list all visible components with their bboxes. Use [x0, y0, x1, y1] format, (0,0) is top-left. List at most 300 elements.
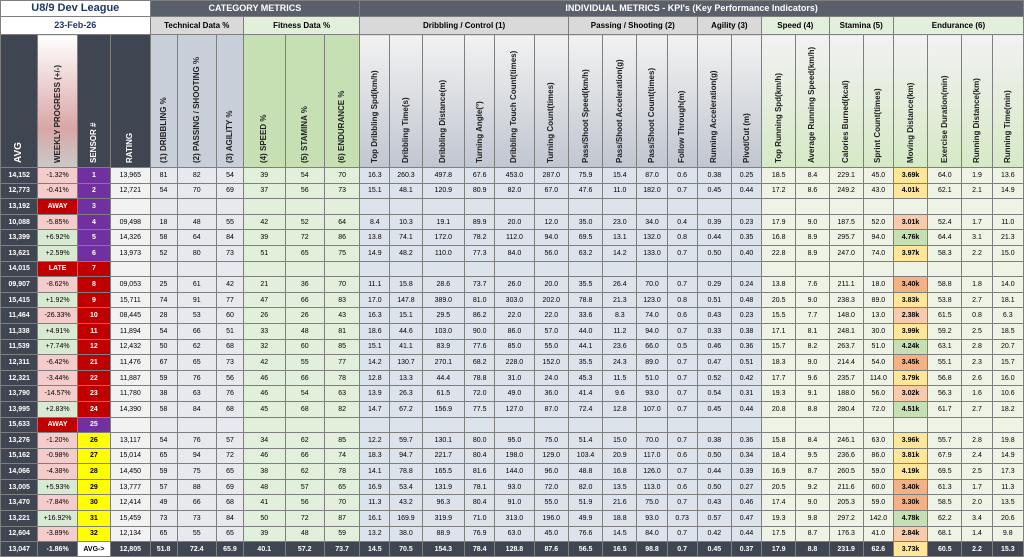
- table-cell: 48.1: [390, 183, 422, 199]
- table-cell: 15.1: [360, 183, 390, 199]
- table-cell: 11.3: [992, 479, 1023, 495]
- table-cell: 15,459: [111, 511, 151, 527]
- table-cell: 0.46: [697, 339, 731, 355]
- table-cell: 0.7: [667, 277, 697, 293]
- table-cell: 48.2: [390, 245, 422, 261]
- table-cell: 54: [150, 433, 177, 449]
- table-cell: 96.3: [422, 495, 465, 511]
- table-cell: 47.6: [568, 183, 602, 199]
- average-cell: 17.9: [762, 542, 796, 557]
- table-cell: 11.1: [360, 277, 390, 293]
- table-cell: 46: [243, 370, 285, 386]
- column-header-label: Average Running Speed(km/h): [807, 46, 817, 163]
- table-cell: 25: [150, 277, 177, 293]
- table-cell: 0.50: [697, 245, 731, 261]
- table-cell: 19.3: [762, 511, 796, 527]
- weekly-progress-cell: AWAY: [38, 417, 77, 433]
- table-cell: 313.0: [495, 511, 534, 527]
- category-metrics-header: CATEGORY METRICS: [150, 1, 360, 17]
- table-cell: 18.8: [603, 511, 637, 527]
- table-cell: 53.8: [928, 292, 962, 308]
- table-cell: 53.4: [390, 479, 422, 495]
- table-cell: 9.8: [796, 511, 829, 527]
- group-stamina: Stamina (5): [829, 17, 893, 35]
- table-cell: 28: [150, 308, 177, 324]
- table-cell: [534, 417, 568, 433]
- table-cell: [177, 261, 216, 277]
- table-cell: 205.3: [829, 495, 863, 511]
- table-cell: 2.0: [962, 495, 992, 511]
- average-cell: 62.6: [863, 542, 893, 557]
- table-cell: [465, 417, 495, 433]
- column-header-k2: [390, 35, 422, 168]
- table-cell: 55: [177, 526, 216, 542]
- table-cell: 112.0: [495, 230, 534, 246]
- column-header-label: Pass/Shoot Speed(km/h): [580, 69, 590, 163]
- table-cell: 13,995: [1, 401, 38, 417]
- table-cell: [568, 261, 602, 277]
- table-row: [1, 464, 1024, 480]
- table-cell: 63: [177, 386, 216, 402]
- sensor-cell: 6: [77, 245, 110, 261]
- table-cell: [697, 417, 731, 433]
- table-cell: 68.1: [928, 526, 962, 542]
- table-cell: 66: [177, 495, 216, 511]
- table-cell: 78.1: [465, 479, 495, 495]
- table-cell: 0.47: [731, 511, 761, 527]
- table-cell: 6.3: [992, 308, 1023, 324]
- table-cell: [150, 261, 177, 277]
- table-cell: [962, 417, 992, 433]
- table-cell: 69.5: [928, 464, 962, 480]
- table-cell: 23.0: [603, 214, 637, 230]
- table-cell: 09,053: [111, 277, 151, 293]
- column-header-c4: [243, 35, 285, 168]
- table-cell: 49.0: [495, 386, 534, 402]
- table-cell: 09,907: [1, 277, 38, 293]
- table-cell: 80.9: [465, 183, 495, 199]
- table-cell: 21.6: [603, 495, 637, 511]
- weekly-progress-cell: LATE: [38, 261, 77, 277]
- table-cell: 8.7: [796, 464, 829, 480]
- table-cell: 73: [216, 245, 243, 261]
- table-cell: 56.3: [928, 386, 962, 402]
- table-cell: 113.0: [637, 479, 667, 495]
- table-cell: 2.84k: [893, 526, 927, 542]
- table-cell: 13,192: [1, 199, 38, 215]
- table-cell: 0.7: [667, 433, 697, 449]
- table-cell: 12.2: [360, 433, 390, 449]
- table-cell: 20.6: [992, 511, 1023, 527]
- column-header-label: Moving Distance(km): [905, 82, 915, 163]
- table-cell: 2.1: [962, 183, 992, 199]
- table-cell: 75: [177, 464, 216, 480]
- table-cell: 64: [324, 214, 359, 230]
- table-cell: 3.97k: [893, 245, 927, 261]
- group-dribbling: Dribbling / Control (1): [360, 17, 569, 35]
- table-cell: 14.1: [360, 464, 390, 480]
- average-cell: 15.3: [992, 542, 1023, 557]
- table-cell: 10.3: [390, 214, 422, 230]
- table-cell: 81.6: [465, 464, 495, 480]
- table-cell: 82: [324, 401, 359, 417]
- table-cell: [992, 261, 1023, 277]
- table-row: [1, 308, 1024, 324]
- table-cell: 84.0: [637, 526, 667, 542]
- table-cell: 61.5: [422, 386, 465, 402]
- sensor-cell: 24: [77, 401, 110, 417]
- table-cell: 0.51: [731, 355, 761, 371]
- table-cell: 9.0: [796, 495, 829, 511]
- table-cell: 14,066: [1, 464, 38, 480]
- table-cell: 4.24k: [893, 339, 927, 355]
- table-cell: 15.1: [390, 308, 422, 324]
- table-cell: 12.8: [360, 370, 390, 386]
- table-cell: 44.0: [568, 323, 602, 339]
- table-cell: 202.0: [534, 292, 568, 308]
- table-cell: 78.8: [568, 292, 602, 308]
- table-cell: 0.39: [697, 214, 731, 230]
- table-cell: 22.0: [495, 308, 534, 324]
- table-cell: 13,276: [1, 433, 38, 449]
- table-cell: 11,780: [111, 386, 151, 402]
- table-cell: [762, 417, 796, 433]
- column-header-label: (5) STAMINA %: [299, 106, 309, 163]
- table-cell: 54: [150, 323, 177, 339]
- table-cell: 14.9: [992, 448, 1023, 464]
- table-cell: 7.7: [796, 308, 829, 324]
- column-header-rating: [111, 35, 151, 168]
- table-cell: 131.9: [422, 479, 465, 495]
- table-cell: 142.0: [863, 511, 893, 527]
- sensor-cell: 26: [77, 433, 110, 449]
- table-cell: 176.3: [829, 526, 863, 542]
- report-date: [1, 17, 151, 35]
- table-row: [1, 292, 1024, 308]
- table-cell: 9.8: [992, 526, 1023, 542]
- table-cell: 45.3: [568, 370, 602, 386]
- table-cell: 14.2: [603, 245, 637, 261]
- table-row: [1, 526, 1024, 542]
- table-cell: 303.0: [495, 292, 534, 308]
- table-cell: 182.0: [637, 183, 667, 199]
- column-header-k16: [863, 35, 893, 168]
- table-cell: 48: [243, 479, 285, 495]
- average-cell: 87.6: [534, 542, 568, 557]
- table-cell: 14.5: [603, 526, 637, 542]
- table-row: [1, 355, 1024, 371]
- table-cell: 20.0: [495, 214, 534, 230]
- group-speed: Speed (4): [762, 17, 829, 35]
- table-cell: 110.0: [422, 245, 465, 261]
- table-cell: 22.8: [762, 245, 796, 261]
- table-cell: 76.6: [568, 526, 602, 542]
- table-cell: 280.4: [829, 401, 863, 417]
- table-cell: 10,088: [1, 214, 38, 230]
- column-header-c2: [177, 35, 216, 168]
- table-cell: 91: [177, 292, 216, 308]
- table-cell: 17.9: [762, 214, 796, 230]
- table-cell: 20.7: [992, 339, 1023, 355]
- table-cell: 23.6: [603, 339, 637, 355]
- table-cell: 15.0: [992, 245, 1023, 261]
- table-cell: 8.1: [796, 323, 829, 339]
- table-cell: [667, 261, 697, 277]
- table-cell: 72.0: [465, 386, 495, 402]
- table-cell: 72.0: [863, 401, 893, 417]
- table-cell: [697, 199, 731, 215]
- table-cell: 13.9: [360, 386, 390, 402]
- table-cell: 214.4: [829, 355, 863, 371]
- table-cell: [324, 417, 359, 433]
- table-cell: 60: [216, 308, 243, 324]
- average-cell: 65.9: [216, 542, 243, 557]
- table-cell: 62: [285, 433, 324, 449]
- weekly-progress-cell: +6.92%: [38, 230, 77, 246]
- table-cell: 17.2: [762, 183, 796, 199]
- table-cell: 58: [150, 230, 177, 246]
- weekly-progress-cell: AWAY: [38, 199, 77, 215]
- table-cell: 0.29: [697, 277, 731, 293]
- table-cell: 12,321: [1, 370, 38, 386]
- table-cell: 83: [324, 292, 359, 308]
- table-cell: 11.5: [603, 370, 637, 386]
- table-cell: 42: [216, 277, 243, 293]
- table-cell: 2.4: [962, 448, 992, 464]
- table-cell: 26.0: [495, 277, 534, 293]
- sensor-cell: 23: [77, 386, 110, 402]
- table-cell: 156.9: [422, 401, 465, 417]
- table-cell: 16.9: [762, 464, 796, 480]
- table-cell: 57: [150, 479, 177, 495]
- table-cell: 2.38k: [893, 308, 927, 324]
- column-header-k15: [829, 35, 863, 168]
- table-cell: [390, 417, 422, 433]
- table-cell: 0.43: [697, 495, 731, 511]
- table-cell: 21.3: [992, 230, 1023, 246]
- table-cell: 4.51k: [893, 401, 927, 417]
- table-cell: 39: [243, 168, 285, 184]
- table-cell: 42: [243, 214, 285, 230]
- table-cell: 1.4: [962, 526, 992, 542]
- table-cell: 3.40k: [893, 277, 927, 293]
- table-cell: 14,326: [111, 230, 151, 246]
- table-cell: [667, 417, 697, 433]
- average-cell: 154.3: [422, 542, 465, 557]
- table-cell: 33.6: [568, 308, 602, 324]
- table-cell: 129.0: [534, 448, 568, 464]
- table-cell: 70: [324, 277, 359, 293]
- table-cell: [422, 261, 465, 277]
- table-row: [1, 448, 1024, 464]
- table-cell: 45: [243, 401, 285, 417]
- sensor-cell: 7: [77, 261, 110, 277]
- sensor-cell: 25: [77, 417, 110, 433]
- table-cell: [893, 199, 927, 215]
- table-cell: 72.4: [568, 401, 602, 417]
- table-cell: 56.0: [863, 386, 893, 402]
- table-cell: 70.0: [637, 277, 667, 293]
- table-cell: 13,621: [1, 245, 38, 261]
- table-cell: 3.96k: [893, 433, 927, 449]
- table-cell: 29.5: [422, 308, 465, 324]
- table-cell: 69: [216, 479, 243, 495]
- table-cell: 238.3: [829, 292, 863, 308]
- table-cell: 65: [216, 464, 243, 480]
- table-cell: 77.3: [465, 245, 495, 261]
- table-cell: 78.8: [390, 464, 422, 480]
- table-cell: 78: [324, 464, 359, 480]
- table-cell: 62.1: [928, 183, 962, 199]
- table-cell: 0.45: [697, 183, 731, 199]
- table-cell: 73: [150, 511, 177, 527]
- table-cell: 84.0: [495, 245, 534, 261]
- table-cell: 38: [150, 386, 177, 402]
- table-cell: 8.8: [796, 401, 829, 417]
- table-cell: 1.9: [962, 168, 992, 184]
- table-cell: 0.25: [731, 168, 761, 184]
- table-cell: [111, 199, 151, 215]
- table-cell: 0.24: [731, 277, 761, 293]
- table-row: [1, 417, 1024, 433]
- table-row: [1, 261, 1024, 277]
- table-cell: 0.44: [697, 230, 731, 246]
- table-cell: 165.5: [422, 464, 465, 480]
- column-header-label: (3) AGILITY %: [224, 110, 234, 163]
- table-cell: 11,464: [1, 308, 38, 324]
- table-cell: 7.6: [796, 277, 829, 293]
- table-cell: 87: [324, 511, 359, 527]
- table-cell: 8.9: [796, 230, 829, 246]
- table-cell: 64: [177, 230, 216, 246]
- table-cell: 3.45k: [893, 355, 927, 371]
- table-cell: [796, 417, 829, 433]
- column-header-k13: [762, 35, 796, 168]
- table-cell: 2.6: [962, 370, 992, 386]
- table-cell: 85: [324, 433, 359, 449]
- table-row: [1, 339, 1024, 355]
- table-cell: [243, 417, 285, 433]
- table-cell: [150, 199, 177, 215]
- average-cell: 60.5: [928, 542, 962, 557]
- table-cell: 14.0: [992, 277, 1023, 293]
- sensor-cell: 29: [77, 479, 110, 495]
- table-cell: 54.0: [863, 355, 893, 371]
- table-cell: 0.7: [667, 355, 697, 371]
- table-cell: 89.0: [637, 355, 667, 371]
- table-cell: 45.0: [534, 526, 568, 542]
- table-cell: 90.0: [465, 323, 495, 339]
- table-cell: 63.2: [568, 245, 602, 261]
- table-cell: [177, 417, 216, 433]
- table-cell: 09,498: [111, 214, 151, 230]
- weekly-progress-cell: +1.92%: [38, 292, 77, 308]
- table-cell: 59: [150, 464, 177, 480]
- table-cell: [697, 261, 731, 277]
- weekly-progress-cell: -26.33%: [38, 308, 77, 324]
- table-cell: 39: [243, 526, 285, 542]
- table-cell: 94: [177, 448, 216, 464]
- table-cell: 71.0: [465, 511, 495, 527]
- table-cell: 46: [243, 448, 285, 464]
- table-cell: [111, 261, 151, 277]
- average-cell: 2.2: [962, 542, 992, 557]
- table-cell: 48: [285, 526, 324, 542]
- sensor-cell: 21: [77, 355, 110, 371]
- group-passing: Passing / Shooting (2): [568, 17, 697, 35]
- weekly-progress-cell: -4.38%: [38, 464, 77, 480]
- table-cell: 0.6: [667, 308, 697, 324]
- average-row: [1, 542, 1024, 557]
- table-cell: 120.9: [422, 183, 465, 199]
- table-cell: 19.3: [762, 386, 796, 402]
- sensor-cell: 5: [77, 230, 110, 246]
- table-cell: 16.3: [360, 308, 390, 324]
- table-cell: 20.0: [534, 277, 568, 293]
- table-cell: 211.6: [829, 479, 863, 495]
- column-header-k9: [637, 35, 667, 168]
- table-cell: 0.73: [667, 511, 697, 527]
- table-cell: 52.4: [928, 214, 962, 230]
- table-cell: [637, 417, 667, 433]
- table-cell: [928, 199, 962, 215]
- table-cell: 44.6: [390, 323, 422, 339]
- table-cell: 59.7: [390, 433, 422, 449]
- column-header-label: (6) ENDURANCE %: [337, 90, 347, 163]
- table-cell: [603, 261, 637, 277]
- table-cell: 26: [243, 308, 285, 324]
- table-cell: 12,432: [111, 339, 151, 355]
- table-cell: 59: [324, 526, 359, 542]
- weekly-progress-cell: -8.62%: [38, 277, 77, 293]
- table-cell: 3.02k: [893, 386, 927, 402]
- table-cell: 36.0: [534, 386, 568, 402]
- table-cell: 144.0: [495, 464, 534, 480]
- table-cell: 70: [324, 168, 359, 184]
- table-cell: 93.0: [637, 511, 667, 527]
- table-cell: 70.0: [637, 433, 667, 449]
- table-cell: 82.0: [568, 479, 602, 495]
- table-cell: 58.5: [928, 495, 962, 511]
- table-cell: 287.0: [534, 168, 568, 184]
- column-header-k3: [422, 35, 465, 168]
- table-cell: 95.0: [495, 433, 534, 449]
- table-cell: 11.3: [360, 495, 390, 511]
- table-cell: 55.1: [928, 355, 962, 371]
- table-cell: 52.0: [863, 214, 893, 230]
- table-cell: 75.0: [534, 433, 568, 449]
- column-header-k18: [928, 35, 962, 168]
- table-cell: 82: [177, 168, 216, 184]
- table-cell: 0.7: [667, 401, 697, 417]
- table-cell: [762, 199, 796, 215]
- table-cell: 13.0: [863, 308, 893, 324]
- sensor-cell: 2: [77, 183, 110, 199]
- table-cell: 73: [216, 355, 243, 371]
- table-cell: [390, 261, 422, 277]
- table-cell: 76: [177, 370, 216, 386]
- table-cell: 0.36: [731, 433, 761, 449]
- table-cell: 19.8: [992, 433, 1023, 449]
- table-cell: 247.0: [829, 245, 863, 261]
- table-cell: 54: [216, 168, 243, 184]
- table-cell: 49: [150, 495, 177, 511]
- table-cell: 18.2: [992, 401, 1023, 417]
- column-header-c6: [324, 35, 359, 168]
- table-cell: 9.0: [796, 214, 829, 230]
- column-header-k4: [465, 35, 495, 168]
- table-cell: 15,711: [111, 292, 151, 308]
